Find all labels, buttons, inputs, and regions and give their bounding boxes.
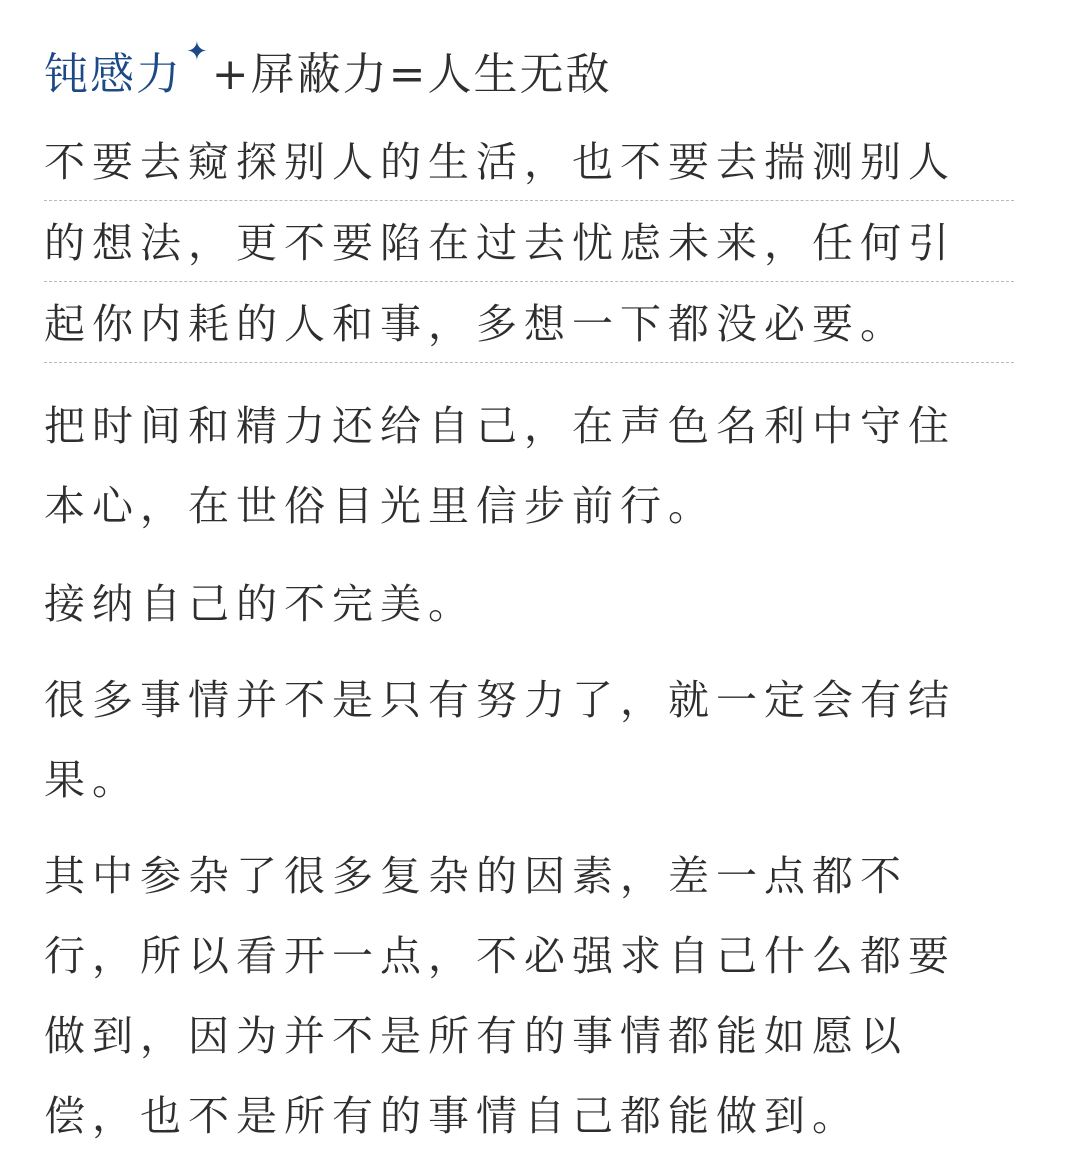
paragraph-line: 的想法，更不要陷在过去忧虑未来，任何引 <box>44 203 1014 282</box>
paragraph-3 <box>44 564 1014 644</box>
paragraph-5 <box>44 836 1014 1156</box>
paragraph-line: 把时间和精力还给自己，在声色名利中守住 <box>44 402 956 450</box>
paragraph-line: 做到，因为并不是所有的事情都能如愿以 <box>44 1012 908 1060</box>
paragraph-line: 其中参杂了很多复杂的因素，差一点都不 <box>44 852 908 900</box>
paragraph-line: 本心，在世俗目光里信步前行。 <box>44 482 716 530</box>
paragraph-line: 偿，也不是所有的事情自己都能做到。 <box>44 1092 860 1140</box>
paragraph-2 <box>44 386 1014 546</box>
paragraph-line: 接纳自己的不完美。 <box>44 580 476 628</box>
paragraph-line: 果。 <box>44 756 140 804</box>
title-rest-text: +屏蔽力=人生无敌 <box>211 49 612 100</box>
paragraph-line: 很多事情并不是只有努力了，就一定会有结 <box>44 676 956 724</box>
sparkle-icon: ✦ <box>186 37 210 67</box>
title-accent-text: 钝感力 <box>44 49 182 100</box>
page-title <box>44 37 612 100</box>
paragraph-line: 不要去窥探别人的生活，也不要去揣测别人 <box>44 122 1014 201</box>
paragraph-4 <box>44 660 1014 820</box>
paragraph-1 <box>44 122 1014 365</box>
paragraph-line: 起你内耗的人和事，多想一下都没必要。 <box>44 284 1014 363</box>
paragraph-line: 行，所以看开一点，不必强求自己什么都要 <box>44 932 956 980</box>
